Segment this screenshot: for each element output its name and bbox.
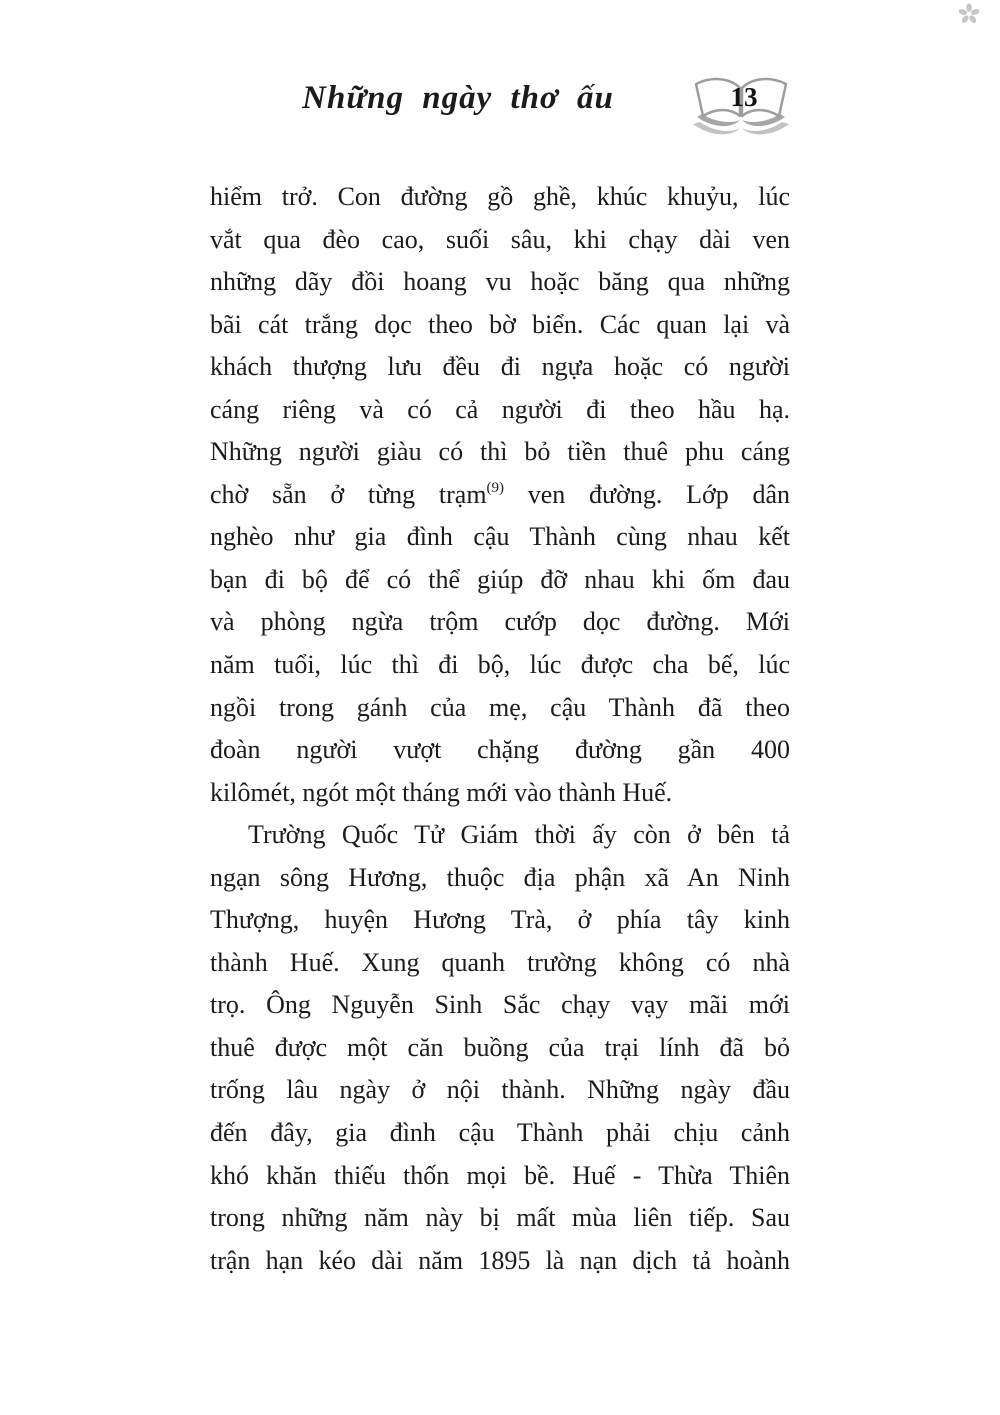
text-line: nghèo như gia đình cậu Thành cùng nhau kết <box>210 522 790 552</box>
text-line: cáng riêng và có cả người đi theo hầu hạ. <box>210 394 790 424</box>
text-line: ngạn sông Hương, thuộc địa phận xã An Ninh <box>210 862 790 892</box>
text-line: hiểm trở. Con đường gồ ghề, khúc khuỷu, lúc <box>210 182 790 211</box>
text-line: đoàn người vượt chặng đường gần 400 <box>210 735 790 765</box>
text-line: Trường Quốc Tử Giám thời ấy còn ở bên tả <box>248 820 790 850</box>
text-line: khách thượng lưu đều đi ngựa hoặc có người <box>210 352 790 382</box>
text-line: ngồi trong gánh của mẹ, cậu Thành đã theo <box>210 692 790 722</box>
text-line: trong những năm này bị mất mùa liên tiếp. Sau <box>210 1203 790 1233</box>
text-line: thuê được một căn buồng của trại lính đã bỏ <box>210 1032 790 1062</box>
text-line: năm tuổi, lúc thì đi bộ, lúc được cha bế, lúc <box>210 650 790 680</box>
running-title: Những ngày thơ ấu <box>302 80 614 116</box>
text-line <box>210 474 790 517</box>
text-line: vắt qua đèo cao, suối sâu, khi chạy dài ven <box>210 224 790 254</box>
page-body <box>210 176 790 1282</box>
flower-icon <box>958 3 980 25</box>
page-number: 13 <box>730 82 758 112</box>
text-line: và phòng ngừa trộm cướp dọc đường. Mới <box>210 607 790 637</box>
text-line: những dãy đồi hoang vu hoặc băng qua những <box>210 267 790 297</box>
footnote-marker: (9) <box>486 480 505 497</box>
text-line: trọ. Ông Nguyễn Sinh Sắc chạy vạy mãi mới <box>210 990 790 1020</box>
text-line: khó khăn thiếu thốn mọi bề. Huế - Thừa Thiên <box>210 1160 790 1190</box>
text-line: trống lâu ngày ở nội thành. Những ngày đầu <box>210 1075 790 1105</box>
text-line: thành Huế. Xung quanh trường không có nhà <box>210 947 790 977</box>
text-line: Những người giàu có thì bỏ tiền thuê phu cáng <box>210 437 790 467</box>
text-line: đến đây, gia đình cậu Thành phải chịu cảnh <box>210 1118 790 1148</box>
open-book-icon <box>688 70 794 142</box>
text-line: trận hạn kéo dài năm 1895 là nạn dịch tả hoành <box>210 1245 790 1275</box>
text-line: bãi cát trắng dọc theo bờ biển. Các quan lại và <box>210 309 790 339</box>
text-line: bạn đi bộ để có thể giúp đỡ nhau khi ốm đau <box>210 564 790 594</box>
text-segment: ven đường. Lớp dân <box>504 479 790 509</box>
text-line: kilômét, ngót một tháng mới vào thành Huế. <box>210 777 673 807</box>
text-segment: chờ sẵn ở từng trạm <box>210 479 487 509</box>
text-line: Thượng, huyện Hương Trà, ở phía tây kinh <box>210 905 790 935</box>
